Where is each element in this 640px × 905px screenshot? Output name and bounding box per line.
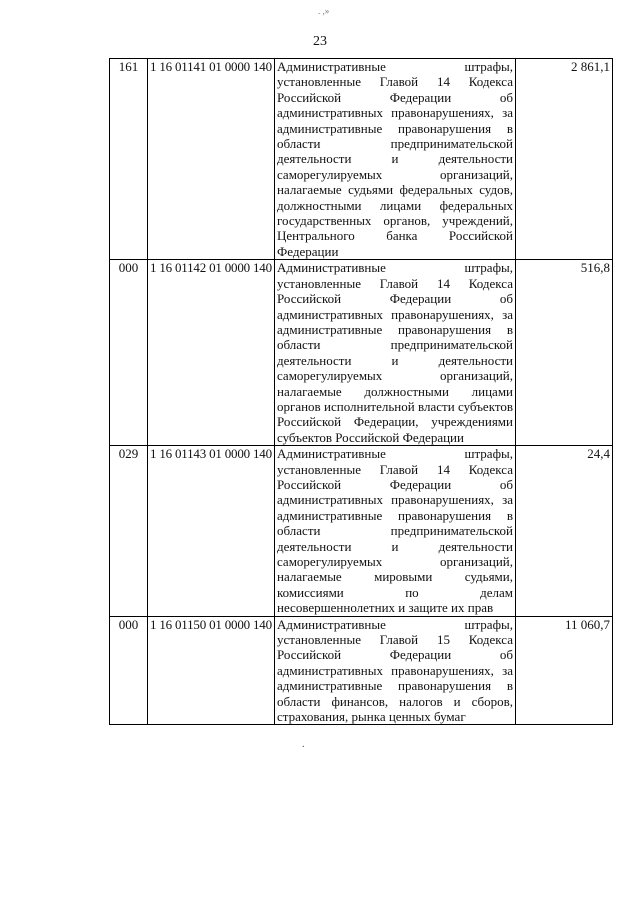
budget-revenue-table [109, 58, 613, 725]
amount-cell: 516,8 [516, 260, 613, 446]
scan-dot: . [302, 739, 305, 750]
kbk-code-cell: 1 16 01150 01 0000 140 [148, 616, 275, 725]
scan-marks: . ,» [318, 6, 330, 16]
kbk-code-cell: 1 16 01142 01 0000 140 [148, 260, 275, 446]
amount-cell: 2 861,1 [516, 59, 613, 260]
amount-cell: 24,4 [516, 446, 613, 616]
revenue-name-cell: Административные штрафы, установленные Главой 14 Кодекса Российской Федерации об административных правонарушениях, за административные правонарушения в области предпринимательской деятельности и деятельности саморегулируемых организаций, налагаемые должностными лицами органов исполнительной власти субъектов Российской Федерации, учреждениями субъектов Российской Федерации [275, 260, 516, 446]
amount-cell: 11 060,7 [516, 616, 613, 725]
page-number: 23 [313, 34, 327, 49]
revenue-name-cell: Административные штрафы, установленные Главой 14 Кодекса Российской Федерации об административных правонарушениях, за административные правонарушения в области предпринимательской деятельности и деятельности саморегулируемых организаций, налагаемые мировыми судьями, комиссиями по делам несовершеннолетних и защите их прав [275, 446, 516, 616]
kbk-code-cell: 1 16 01143 01 0000 140 [148, 446, 275, 616]
revenue-name-cell: Административные штрафы, установленные Главой 14 Кодекса Российской Федерации об административных правонарушениях, за административные правонарушения в области предпринимательской деятельности и деятельности саморегулируемых организаций, налагаемые судьями федеральных судов, должностными лицами федеральных государственных органов, учреждений, Центрального банка Российской Федерации [275, 59, 516, 260]
admin-code-cell: 000 [110, 260, 148, 446]
revenue-name-cell: Административные штрафы, установленные Главой 15 Кодекса Российской Федерации об административных правонарушениях, за административные правонарушения в области финансов, налогов и сборов, страхования, рынка ценных бумаг [275, 616, 516, 725]
admin-code-cell: 029 [110, 446, 148, 616]
admin-code-cell: 161 [110, 59, 148, 260]
kbk-code-cell: 1 16 01141 01 0000 140 [148, 59, 275, 260]
table-row [110, 446, 613, 616]
table-row [110, 616, 613, 725]
table-row [110, 260, 613, 446]
admin-code-cell: 000 [110, 616, 148, 725]
table-row [110, 59, 613, 260]
